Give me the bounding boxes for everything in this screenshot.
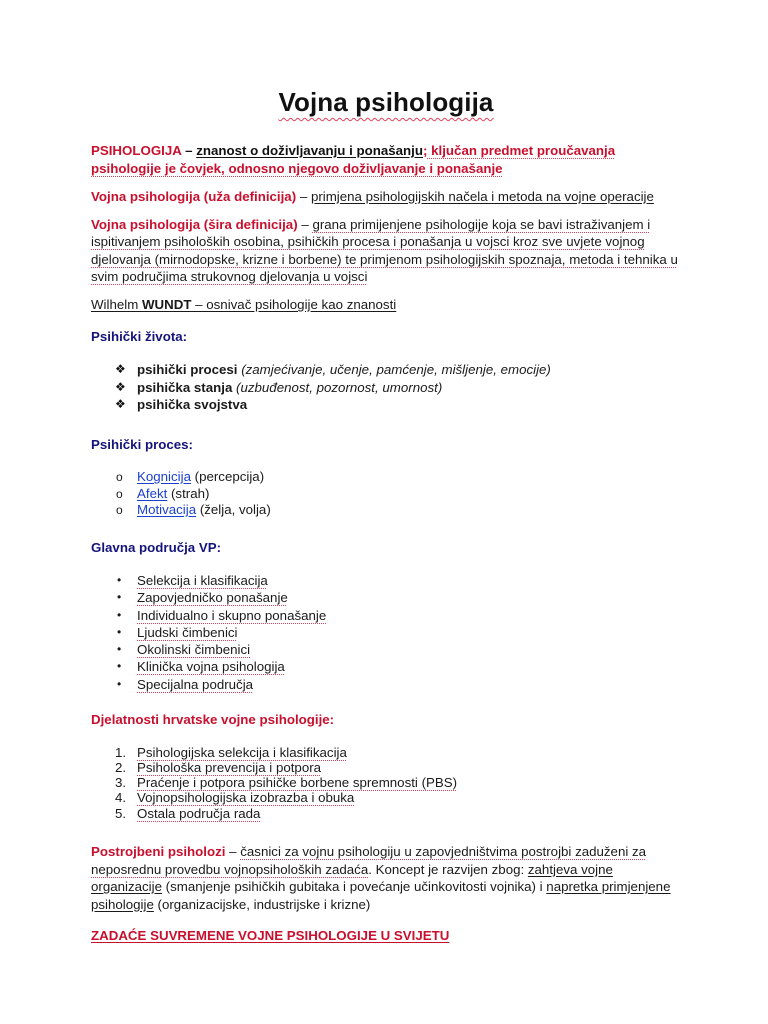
list-item: o Afekt (strah) bbox=[116, 485, 210, 501]
disc-bullet-icon: • bbox=[117, 573, 122, 587]
section-heading-glavna-podrucja: Glavna područja VP: bbox=[91, 539, 222, 555]
list-glavna-podrucja bbox=[91, 572, 681, 693]
term-postrojbeni: Postrojbeni psiholozi bbox=[91, 844, 226, 860]
list-item: o Kognicija (percepcija) bbox=[116, 469, 265, 484]
disc-bullet-icon: • bbox=[117, 676, 122, 691]
definition-narrow: primjena psihologijskih načela i metoda na vojne operacije bbox=[310, 188, 654, 204]
link-afekt[interactable]: Afekt bbox=[137, 485, 168, 501]
circle-bullet-icon: o bbox=[116, 470, 123, 484]
list-item: 5. Ostala područja rada bbox=[115, 805, 261, 821]
list-item: 1. Psihologijska selekcija i klasifikacija bbox=[115, 744, 347, 760]
list-item: • Individualno i skupno ponašanje bbox=[117, 607, 327, 623]
definition-broad: grana primijenjene psihologije koja se bavi istraživanjem i ispitivanjem psiholoških osobina, psihičkih procesa i ponašanja u vojsci kroz sve uvjete vojnog djelovanja (mirnodopske, krizne i borbene) te primjenom psihologijskih spoznaja, metoda i tehnika u svim područjima strukovnog djelovanja u vojsci bbox=[91, 216, 678, 284]
list-item: • Klinička vojna psihologija bbox=[117, 659, 285, 675]
section-heading-psihicki-proces: Psihički proces: bbox=[91, 436, 193, 452]
circle-bullet-icon: o bbox=[116, 503, 123, 517]
list-item: ❖ psihički procesi (zamjećivanje, učenje, pamćenje, mišljenje, emocije) bbox=[115, 362, 551, 377]
disc-bullet-icon: • bbox=[117, 624, 122, 639]
disc-bullet-icon: • bbox=[117, 642, 122, 657]
list-item: • Selekcija i klasifikacija bbox=[117, 573, 268, 588]
link-kognicija[interactable]: Kognicija bbox=[137, 469, 191, 484]
diamond-bullet-icon: ❖ bbox=[115, 379, 126, 394]
definition-psihologija: znanost o doživljavanju i ponašanju bbox=[196, 143, 424, 158]
section-heading-djelatnosti: Djelatnosti hrvatske vojne psihologije: bbox=[91, 712, 335, 728]
disc-bullet-icon: • bbox=[117, 590, 122, 605]
list-item: • Specijalna područja bbox=[117, 676, 254, 692]
page-title: Vojna psihologija bbox=[278, 87, 494, 117]
list-number: 5. bbox=[115, 805, 127, 821]
list-item: • Zapovjedničko ponašanje bbox=[117, 590, 288, 606]
reason-organizacija: zahtjeva vojne organizacije bbox=[91, 861, 613, 895]
reason-napredak: napretka primjenjene psihologije bbox=[91, 879, 671, 912]
list-item: ❖ psihička svojstva bbox=[115, 397, 248, 412]
disc-bullet-icon: • bbox=[117, 607, 122, 622]
paragraph-postrojbeni-psiholozi: Postrojbeni psiholozi – časnici za vojnu psihologiju u zapovjedništvima postrojbi zaduženi za neposrednu provedbu vojnopsiholoških zadaća. Koncept je razvijen zbog: zahtjeva vojne organizacije (smanjenje psihičkih gubitaka i povećanje učinkovitosti vojnika) i napretka primjenjene psihologije (organizacijske, industrijske i krizne) bbox=[91, 844, 671, 912]
list-item: • Okolinski čimbenici bbox=[117, 642, 251, 658]
circle-bullet-icon: o bbox=[116, 486, 123, 501]
subject-sentence: ključan predmet proučavanja psihologije je čovjek, odnosno njegovo doživljavanje i ponašanje bbox=[91, 143, 616, 176]
paragraph-psihologija: PSIHOLOGIJA – znanost o doživljavanju i ponašanju; ključan predmet proučavanja psihologije je čovjek, odnosno njegovo doživljavanje i ponašanje bbox=[91, 143, 616, 176]
diamond-bullet-icon: ❖ bbox=[115, 397, 126, 411]
definition-postrojbeni: časnici za vojnu psihologiju u zapovjedništvima postrojbi zaduženi za neposrednu provedbu vojnopsiholoških zadaća bbox=[91, 844, 647, 877]
list-djelatnosti bbox=[91, 745, 681, 821]
list-item: ❖ psihička stanja (uzbuđenost, pozornost, umornost) bbox=[115, 379, 443, 395]
paragraph-broad-definition: Vojna psihologija (šira definicija) – grana primijenjene psihologije koja se bavi istraživanjem i ispitivanjem psiholoških osobina, psihičkih procesa i ponašanja u vojsci kroz sve uvjete vojnog djelovanja (mirnodopske, krizne i borbene) te primjenom psihologijskih spoznaja, metoda i tehnika u svim područjima strukovnog djelovanja u vojsci bbox=[91, 216, 678, 284]
list-number: 4. bbox=[115, 790, 127, 806]
list-psihicki-zivota bbox=[91, 361, 681, 414]
disc-bullet-icon: • bbox=[117, 659, 122, 674]
paragraph-narrow-definition: Vojna psihologija (uža definicija) – primjena psihologijskih načela i metoda na vojne operacije bbox=[91, 188, 654, 204]
list-item: 2. Psihološka prevencija i potpora bbox=[115, 759, 322, 775]
list-item: 3. Praćenje i potpora psihičke borbene spremnosti (PBS) bbox=[115, 775, 458, 791]
wundt-name: WUNDT bbox=[141, 297, 192, 312]
list-item: 4. Vojnopsihologijska izobrazba i obuka bbox=[115, 790, 355, 806]
diamond-bullet-icon: ❖ bbox=[115, 362, 126, 376]
document-page bbox=[91, 86, 681, 955]
list-number: 2. bbox=[115, 759, 127, 775]
section-heading-psihicki-zivota: Psihički života: bbox=[91, 328, 188, 344]
term-broad: Vojna psihologija (šira definicija) bbox=[91, 216, 298, 232]
term-psihologija: PSIHOLOGIJA bbox=[91, 143, 182, 158]
list-item: o Motivacija (želja, volja) bbox=[116, 502, 271, 517]
footer-heading: ZADAĆE SUVREMENE VOJNE PSIHOLOGIJE U SVIJETU bbox=[91, 928, 450, 944]
list-item: • Ljudski čimbenici bbox=[117, 624, 238, 640]
list-psihicki-proces bbox=[91, 469, 681, 519]
link-motivacija[interactable]: Motivacija bbox=[137, 502, 197, 517]
term-narrow: Vojna psihologija (uža definicija) bbox=[91, 188, 297, 204]
paragraph-wundt: Wilhelm WUNDT – osnivač psihologije kao znanosti bbox=[91, 297, 397, 312]
list-number: 1. bbox=[115, 744, 127, 760]
list-number: 3. bbox=[115, 775, 127, 791]
